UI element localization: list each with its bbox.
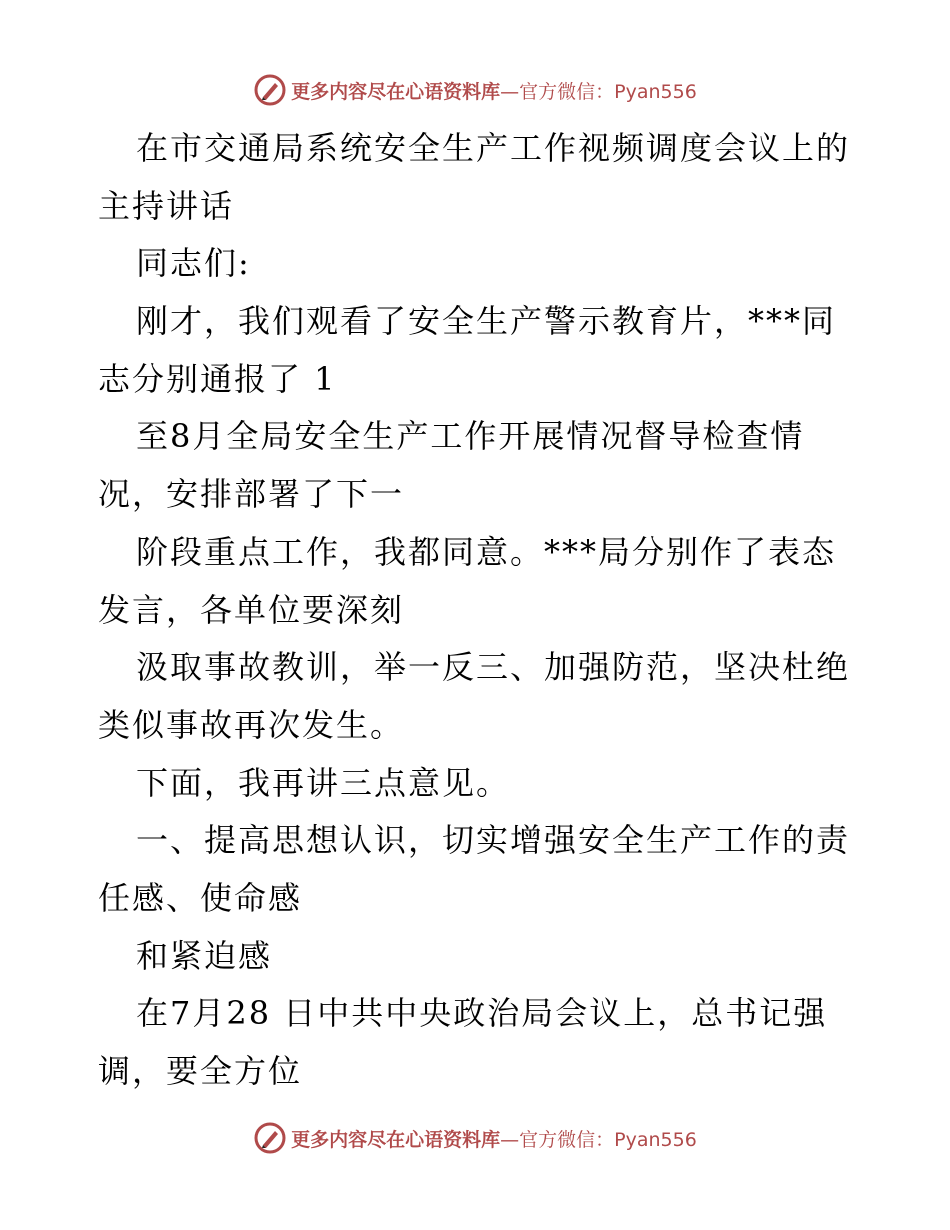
text-line: 下面，我再讲三点意见。: [136, 763, 511, 802]
pen-logo-icon: [253, 73, 287, 107]
text-line: 况，安排部署了下一: [98, 475, 405, 514]
text-line: 调，要全方位: [98, 1052, 303, 1090]
text-line: 发言，各单位要深刻: [98, 590, 405, 629]
watermark-tail: —官方微信：Pyan556: [500, 1128, 697, 1151]
pen-logo-icon: [253, 1121, 287, 1155]
text-line: 阶段重点工作，我都同意。***局分别作了表态: [136, 532, 837, 571]
watermark-lead: 更多内容尽在心语资料库: [291, 1128, 501, 1151]
text-line: 同志们:: [136, 244, 251, 283]
text-line: 一、提高思想认识，切实增强安全生产工作的责: [136, 821, 851, 860]
text-line: 汲取事故教训，举一反三、加强防范，坚决杜绝: [136, 648, 851, 687]
text-line: 类似事故再次发生。: [98, 705, 405, 744]
document-body: [98, 120, 858, 1101]
text-line: 志分别通报了 1: [98, 359, 337, 398]
text-line: 在市交通局系统安全生产工作视频调度会议上的: [136, 129, 851, 167]
text-line: 至8月全局安全生产工作开展情况督导检查情: [136, 417, 805, 456]
watermark-banner-bottom: [0, 1118, 950, 1158]
text-line: 主持讲话: [98, 186, 235, 225]
text-line: 刚才，我们观看了安全生产警示教育片，***同: [136, 302, 837, 341]
watermark-tail: —官方微信：Pyan556: [500, 80, 697, 103]
watermark-banner-top: [0, 70, 950, 110]
text-line: 在7月28 日中共中央政治局会议上，总书记强: [136, 994, 828, 1033]
text-line: 和紧迫感: [136, 936, 273, 975]
watermark-lead: 更多内容尽在心语资料库: [291, 80, 501, 103]
text-line: 任感、使命感: [98, 878, 303, 917]
